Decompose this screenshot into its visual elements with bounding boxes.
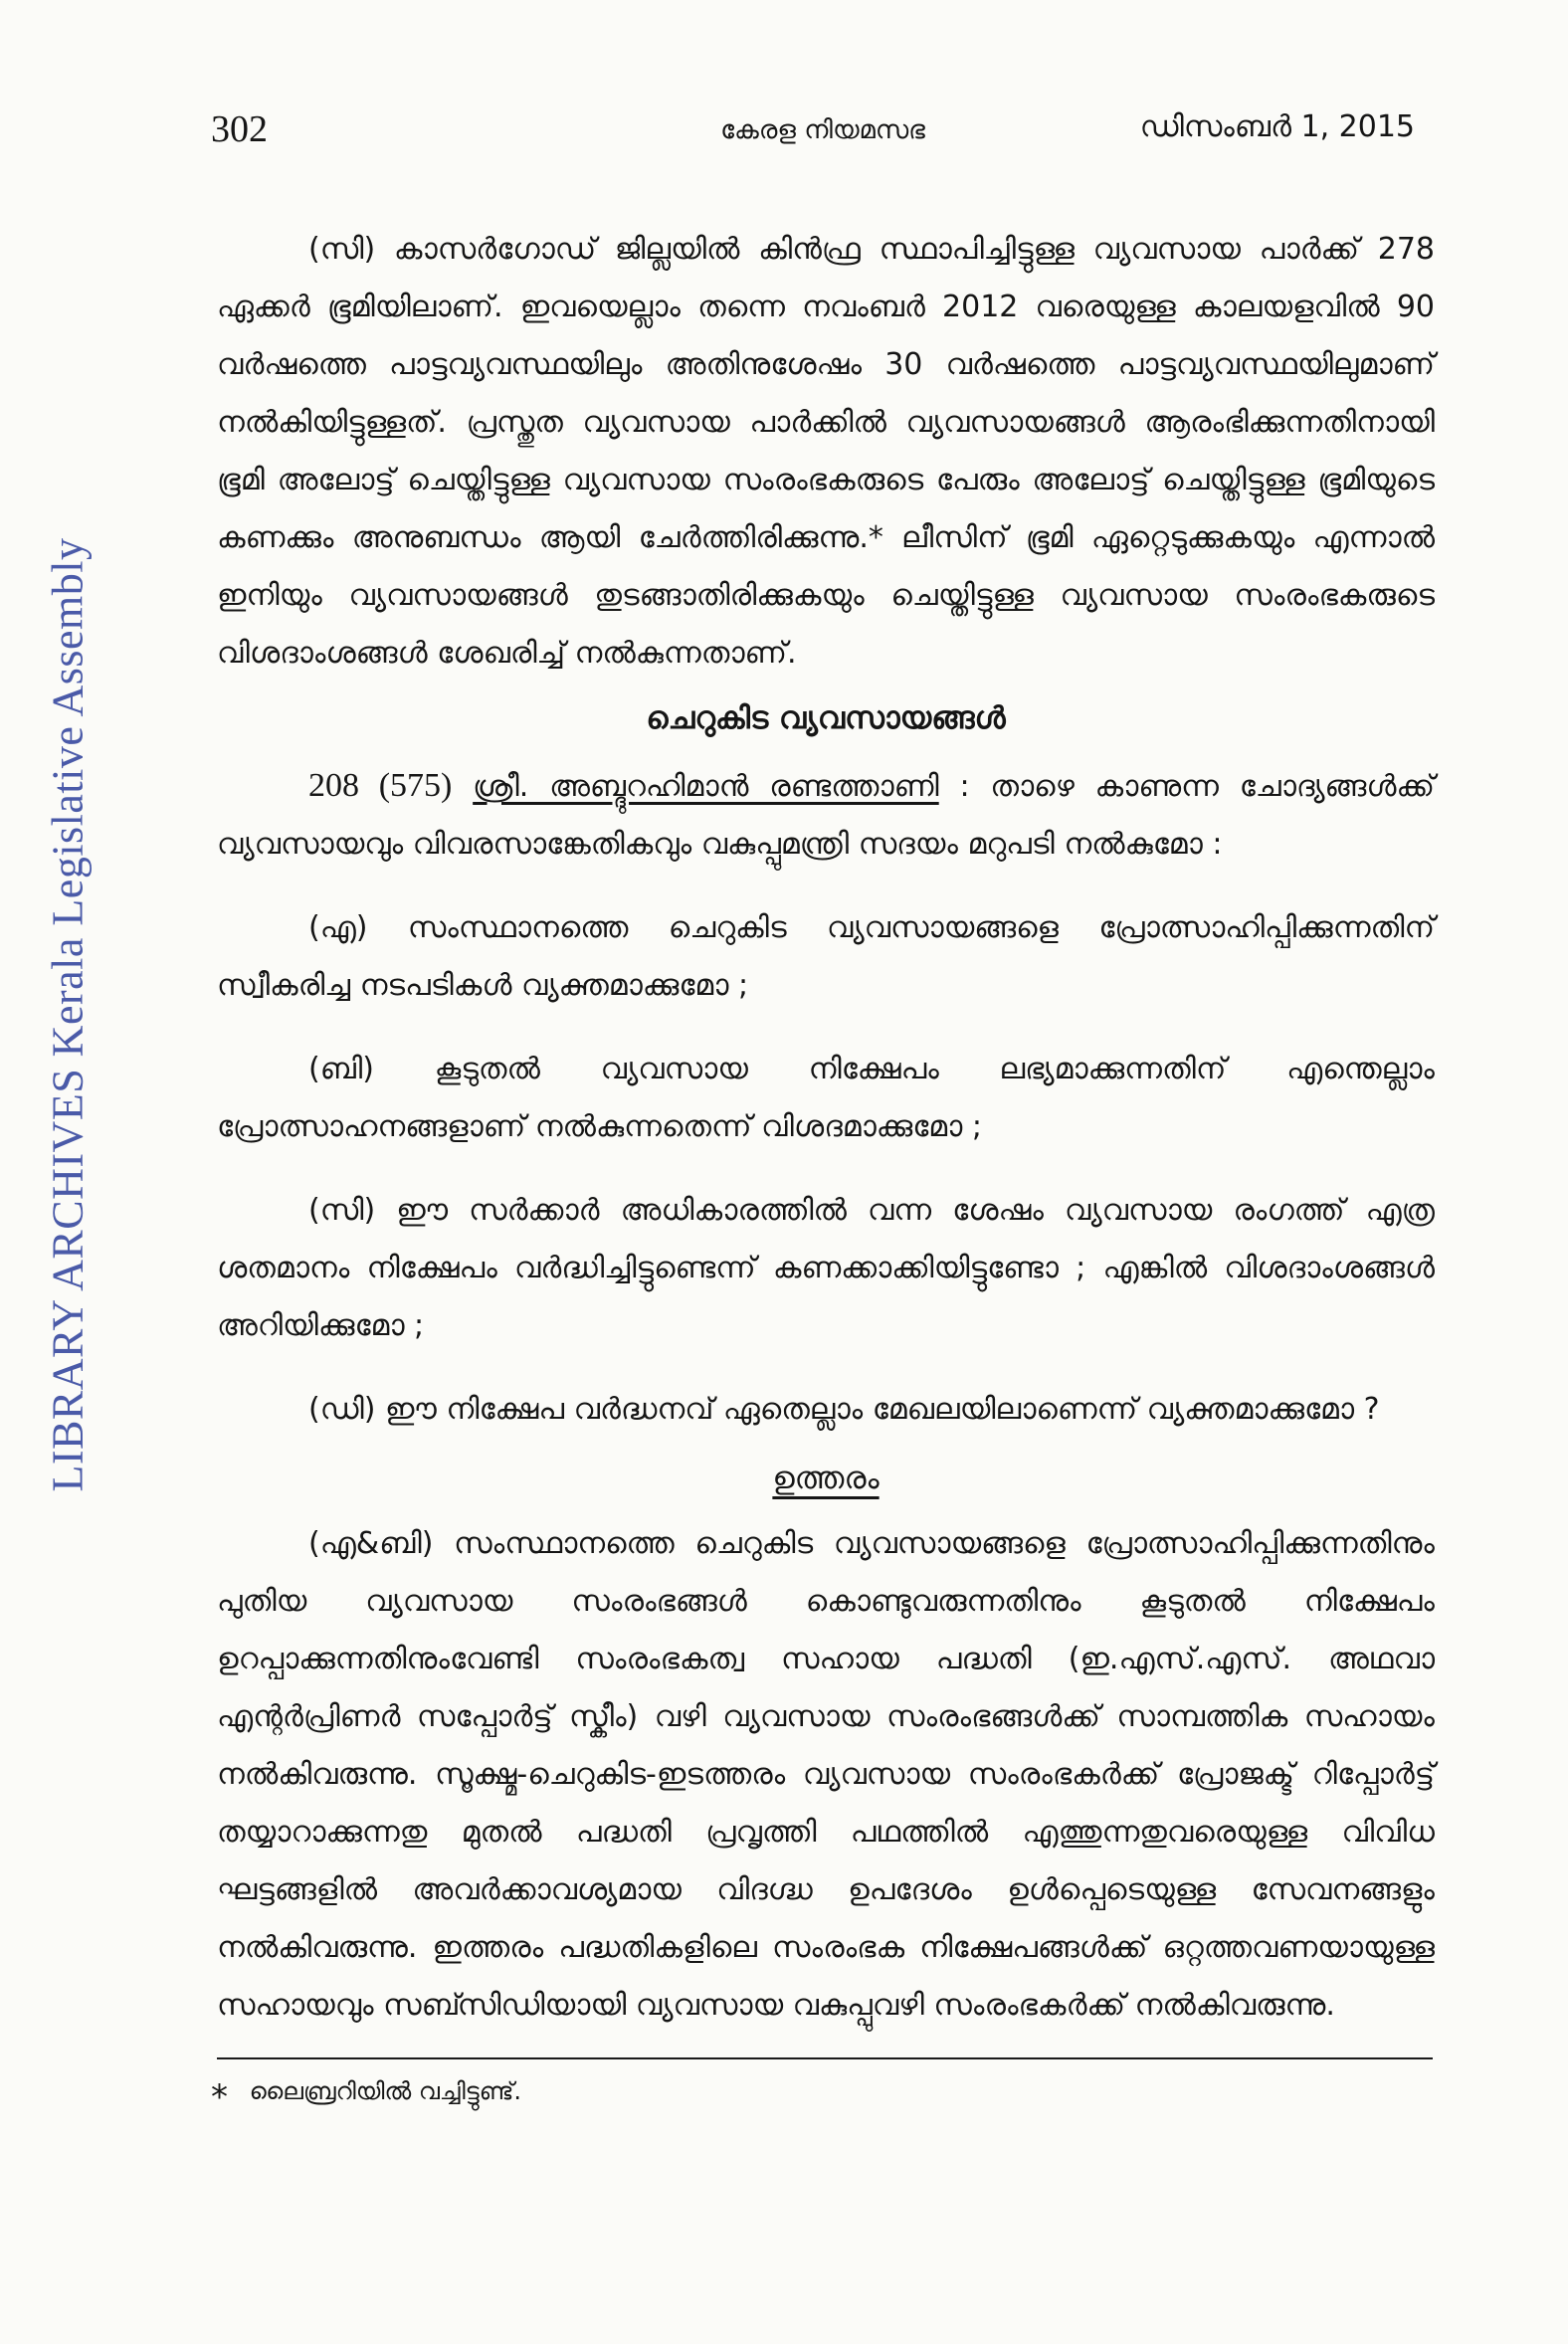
footnote-text: ലൈബ്രറിയിൽ വച്ചിട്ടുണ്ട്.	[249, 2077, 522, 2105]
answer-ab: (എ&ബി) സംസ്ഥാനത്തെ ചെറുകിട വ്യവസായങ്ങളെ പ്രോത്സാഹിപ്പിക്കുന്നതിനും പുതിയ വ്യവസായ സംരംഭങ്ങൾ കൊണ്ടുവരുന്നതിനും കൂടുതൽ നിക്ഷേപം ഉറപ്പാക്കുന്നതിനുംവേണ്ടി സംരംഭകത്വ സഹായ പദ്ധതി (ഇ.എസ്.എസ്. അഥവാ എന്റർപ്രിണർ സപ്പോർട്ട് സ്കീം) വഴി വ്യവസായ സംരംഭങ്ങൾക്ക് സാമ്പത്തിക സഹായം നൽകിവരുന്നു. സൂക്ഷ്മ-ചെറുകിട-ഇടത്തരം വ്യവസായ സംരംഭകർക്ക് പ്രോജക്ട് റിപ്പോർട്ട് തയ്യാറാക്കുന്നതു മുതൽ പദ്ധതി പ്രവൃത്തി പഥത്തിൽ എത്തുന്നതുവരെയുള്ള വിവിധ ഘട്ടങ്ങളിൽ അവർക്കാവശ്യമായ വിദഗ്ദ്ധ ഉപദേശം ഉൾപ്പെടെയുള്ള സേവനങ്ങളും നൽകിവരുന്നു. ഇത്തരം പദ്ധതികളിലെ സംരംഭക നിക്ഷേപങ്ങൾക്ക് ഒറ്റത്തവണയായുള്ള സഹായവും സബ്സിഡിയായി വ്യവസായ വകുപ്പുവഴി സംരംഭകർക്ക് നൽകിവരുന്നു.	[217, 1526, 1435, 2023]
question-d: (ഡി) ഈ നിക്ഷേപ വർദ്ധനവ് ഏതെല്ലാം മേഖലയിലാണെന്ന് വ്യക്തമാക്കുമോ ?	[308, 1392, 1380, 1427]
page-body	[217, 221, 1435, 2035]
question-intro	[217, 757, 1435, 874]
header-date: ഡിസംബർ 1, 2015	[1139, 109, 1415, 144]
page-header	[211, 107, 1435, 153]
question-number: 208 (575)	[308, 767, 453, 804]
running-title: കേരള നിയമസഭ	[720, 115, 925, 145]
paragraph-c: (സി) കാസർഗോഡ് ജില്ലയിൽ കിൻഫ്ര സ്ഥാപിച്ചിട്ടുള്ള വ്യവസായ പാർക്ക് 278 ഏക്കർ ഭൂമിയിലാണ്. ഇവയെല്ലാം തന്നെ നവംബർ 2012 വരെയുള്ള കാലയളവിൽ 90 വർഷത്തെ പാട്ടവ്യവസ്ഥയിലും അതിനുശേഷം 30 വർഷത്തെ പാട്ടവ്യവസ്ഥയിലുമാണ് നൽകിയിട്ടുള്ളത്. പ്രസ്തുത വ്യവസായ പാർക്കിൽ വ്യവസായങ്ങൾ ആരംഭിക്കുന്നതിനായി ഭൂമി അലോട്ട് ചെയ്തിട്ടുള്ള വ്യവസായ സംരംഭകരുടെ പേരും അലോട്ട് ചെയ്തിട്ടുള്ള ഭൂമിയുടെ കണക്കും അനുബന്ധം ആയി ചേർത്തിരിക്കുന്നു.* ലീസിന് ഭൂമി ഏറ്റെടുക്കുകയും എന്നാൽ ഇനിയും വ്യവസായങ്ങൾ തുടങ്ങാതിരിക്കുകയും ചെയ്തിട്ടുള്ള വ്യവസായ സംരംഭകരുടെ വിശദാംശങ്ങൾ ശേഖരിച്ച് നൽകുന്നതാണ്.	[217, 232, 1435, 671]
footnote-divider	[217, 2057, 1433, 2059]
archive-watermark: LIBRARY ARCHIVES Kerala Legislative Assembly	[43, 537, 93, 1492]
page-number: 302	[211, 108, 268, 150]
member-name: ശ്രീ. അബ്ദുറഹിമാൻ രണ്ടത്താണി	[473, 769, 939, 804]
footnote-marker: *	[211, 2077, 228, 2117]
question-c: (സി) ഈ സർക്കാർ അധികാരത്തിൽ വന്ന ശേഷം വ്യവസായ രംഗത്ത് എത്ര ശതമാനം നിക്ഷേപം വർദ്ധിച്ചിട്ടുണ്ടെന്ന് കണക്കാക്കിയിട്ടുണ്ടോ ; എങ്കിൽ വിശദാംശങ്ങൾ അറിയിക്കുമോ ;	[217, 1193, 1435, 1343]
question-text: : താഴെ കാണുന്ന ചോദ്യങ്ങൾക്ക് വ്യവസായവും വിവരസാങ്കേതികവും വകുപ്പുമന്ത്രി സദയം മറുപടി നൽകുമോ :	[217, 769, 1435, 862]
question-b: (ബി) കൂടുതൽ വ്യവസായ നിക്ഷേപം ലഭ്യമാക്കുന്നതിന് എന്തെല്ലാം പ്രോത്സാഹനങ്ങളാണ് നൽകുന്നതെന്ന് വിശദമാക്കുമോ ;	[217, 1052, 1435, 1144]
section-heading: ചെറുകിട വ്യവസായങ്ങൾ	[646, 700, 1006, 736]
question-a: (എ) സംസ്ഥാനത്തെ ചെറുകിട വ്യവസായങ്ങളെ പ്രോത്സാഹിപ്പിക്കുന്നതിന് സ്വീകരിച്ച നടപടികൾ വ്യക്തമാക്കുമോ ;	[217, 910, 1435, 1003]
answer-heading: ഉത്തരം	[772, 1461, 880, 1496]
footnote	[211, 2077, 521, 2117]
